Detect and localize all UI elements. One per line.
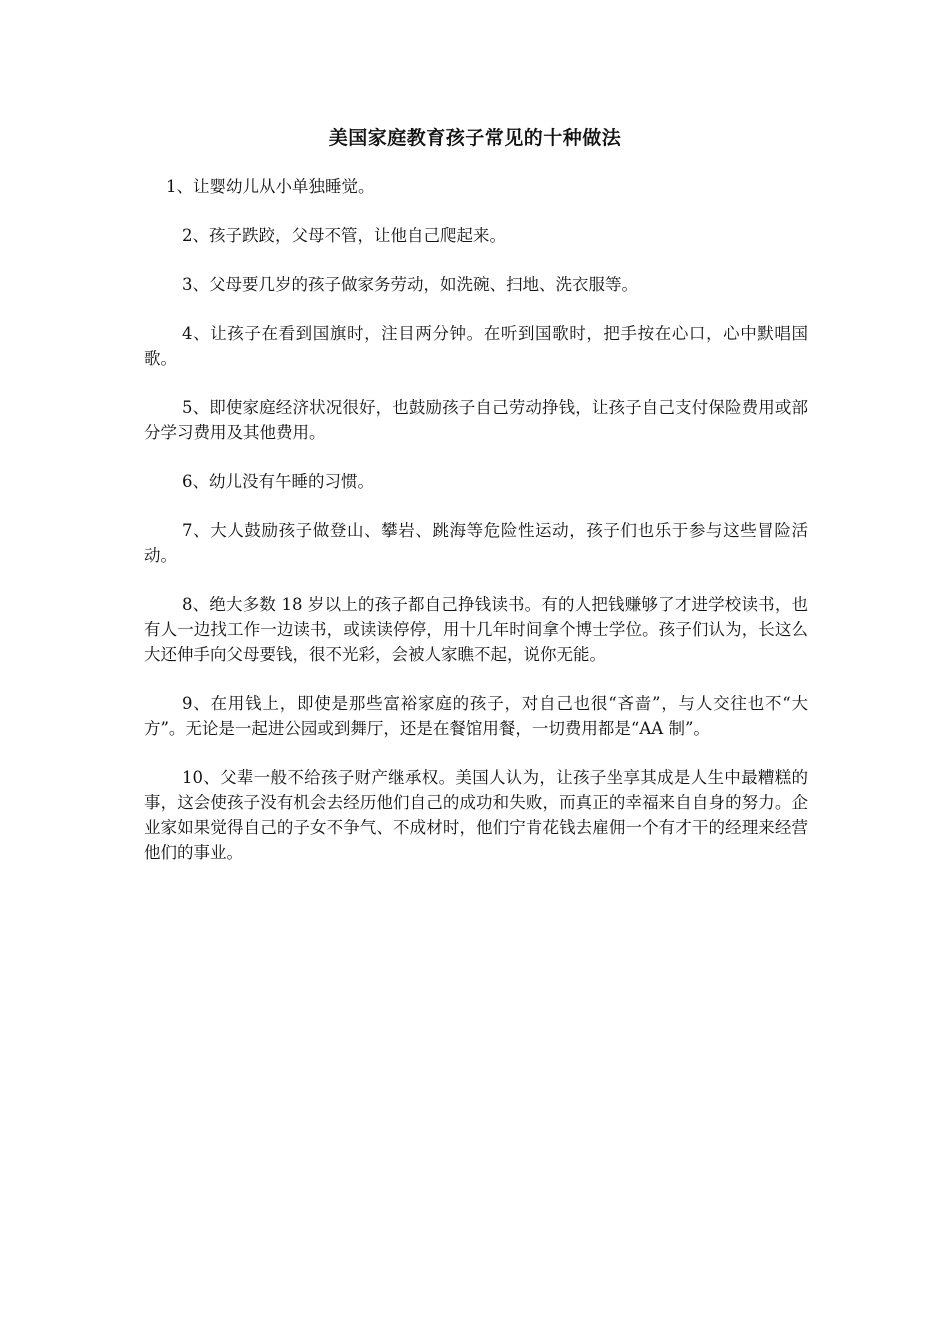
- paragraph-10: 10、父辈一般不给孩子财产继承权。美国人认为，让孩子坐享其成是人生中最糟糕的事，这会使孩子没有机会去经历他们自己的成功和失败，而真正的幸福来自自身的努力。企业家如果觉得自己的子女不争气、不成材时，他们宁肯花钱去雇佣一个有才干的经理来经营他们的事业。: [144, 768, 808, 862]
- paragraph-7: 7、大人鼓励孩子做登山、攀岩、跳海等危险性运动，孩子们也乐于参与这些冒险活动。: [144, 521, 808, 565]
- paragraph-3: 3、父母要几岁的孩子做家务劳动，如洗碗、扫地、洗衣服等。: [182, 275, 638, 294]
- paragraph-1: 1、让婴幼儿从小单独睡觉。: [166, 177, 375, 196]
- document-body: [144, 174, 808, 889]
- paragraph-2: 2、孩子跌跤，父母不管，让他自己爬起来。: [182, 226, 506, 245]
- paragraph-6: 6、幼儿没有午睡的习惯。: [182, 472, 374, 491]
- document-title: 美国家庭教育孩子常见的十种做法: [328, 127, 622, 149]
- paragraph-4: 4、让孩子在看到国旗时，注目两分钟。在听到国歌时，把手按在心口，心中默唱国歌。: [144, 324, 808, 368]
- paragraph-9: 9、在用钱上，即使是那些富裕家庭的孩子，对自己也很“吝啬”，与人交往也不“大方”。无论是一起进公园或到舞厅，还是在餐馆用餐，一切费用都是“AA 制”。: [144, 694, 808, 738]
- paragraph-5: 5、即使家庭经济状况很好，也鼓励孩子自己劳动挣钱，让孩子自己支付保险费用或部分学习费用及其他费用。: [144, 398, 808, 442]
- paragraph-8: 8、绝大多数 18 岁以上的孩子都自己挣钱读书。有的人把钱赚够了才进学校读书，也有人一边找工作一边读书，或读读停停，用十几年时间拿个博士学位。孩子们认为，长这么大还伸手向父母要钱，很不光彩，会被人家瞧不起，说你无能。: [144, 595, 808, 664]
